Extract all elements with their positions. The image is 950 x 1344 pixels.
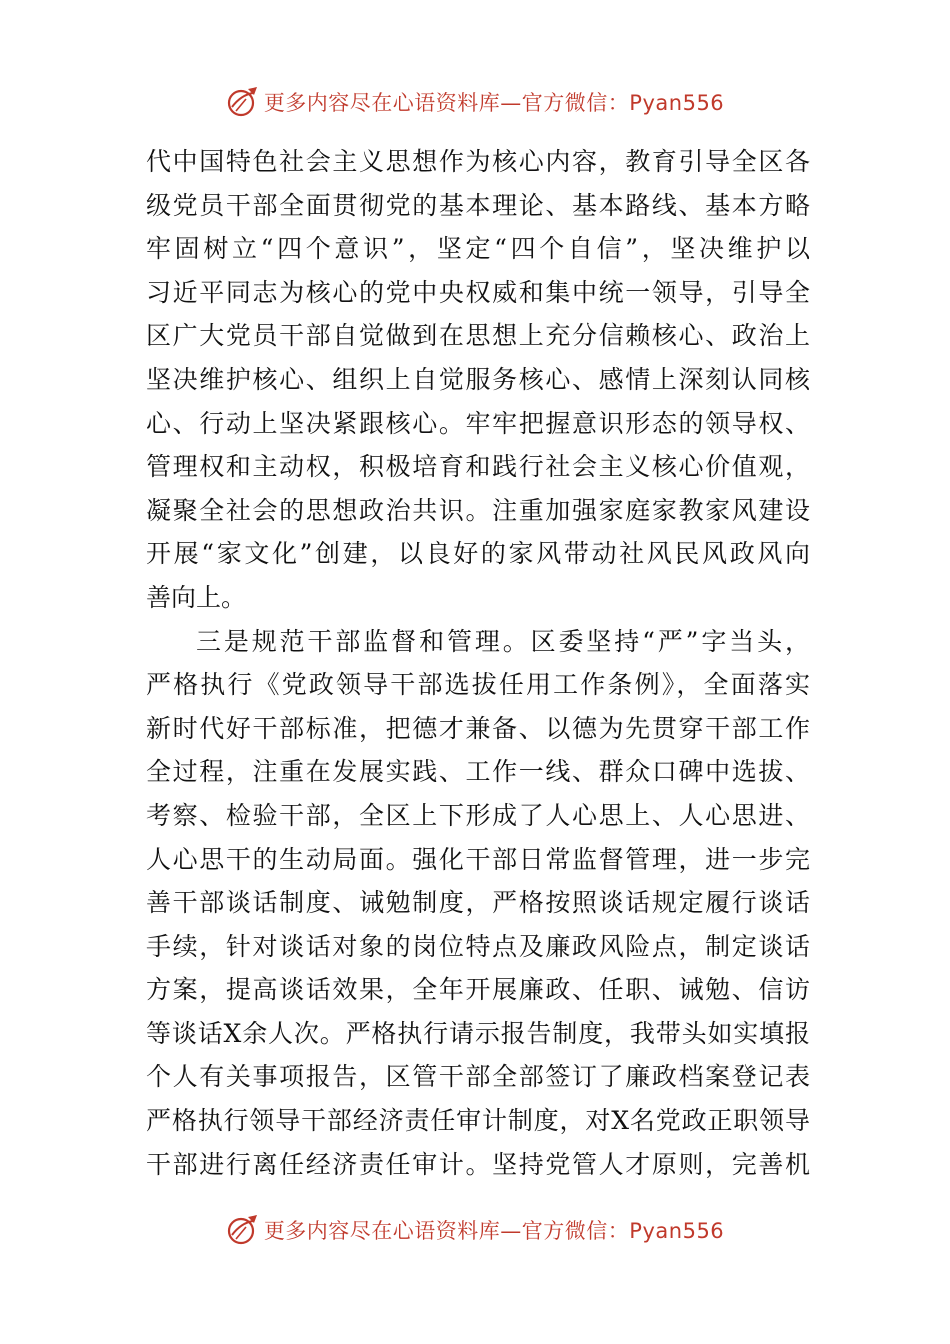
body-line: 心、行动上坚决紧跟核心。牢牢把握意识形态的领导权、 <box>146 408 810 438</box>
body-line: 手续，针对谈话对象的岗位特点及廉政风险点，制定谈话 <box>146 931 810 961</box>
header-banner <box>0 82 950 122</box>
body-line: 级党员干部全面贯彻党的基本理论、基本路线、基本方略 <box>146 190 810 220</box>
body-line: 坚决维护核心、组织上自觉服务核心、感情上深刻认同核 <box>146 364 810 394</box>
footer-banner-text: 更多内容尽在心语资料库—官方微信：Pyan556 <box>263 1219 725 1243</box>
body-line: 凝聚全社会的思想政治共识。注重加强家庭家教家风建设 <box>146 495 810 525</box>
body-line: 管理权和主动权，积极培育和践行社会主义核心价值观， <box>146 452 810 482</box>
body-line: 新时代好干部标准，把德才兼备、以德为先贯穿干部工作 <box>146 713 810 743</box>
body-line: 代中国特色社会主义思想作为核心内容，教育引导全区各 <box>146 147 810 176</box>
body-line: 严格执行领导干部经济责任审计制度，对X名党政正职领导 <box>146 1106 810 1136</box>
body-line: 习近平同志为核心的党中央权威和集中统一领导，引导全 <box>146 277 810 307</box>
body-line: 全过程，注重在发展实践、工作一线、群众口碑中选拔、 <box>146 757 810 787</box>
pen-seal-icon <box>226 1213 260 1247</box>
footer-banner <box>0 1210 950 1250</box>
header-banner-text: 更多内容尽在心语资料库—官方微信：Pyan556 <box>263 91 725 115</box>
document-body <box>146 140 810 1186</box>
body-line: 区广大党员干部自觉做到在思想上充分信赖核心、政治上 <box>146 321 810 351</box>
body-line: 善向上。 <box>146 582 247 612</box>
body-line: 人心思干的生动局面。强化干部日常监督管理，进一步完 <box>146 844 810 874</box>
body-line: 个人有关事项报告，区管干部全部签订了廉政档案登记表 <box>146 1062 810 1092</box>
body-line: 考察、检验干部，全区上下形成了人心思上、人心思进、 <box>146 800 810 830</box>
body-line: 牢固树立“四个意识”，坚定“四个自信”，坚决维护以 <box>146 234 810 264</box>
body-line: 严格执行《党政领导干部选拔任用工作条例》，全面落实 <box>146 670 810 700</box>
pen-seal-icon <box>226 85 260 119</box>
body-line: 干部进行离任经济责任审计。坚持党管人才原则，完善机 <box>146 1149 810 1179</box>
body-line: 开展“家文化”创建，以良好的家风带动社风民风政风向 <box>146 539 810 569</box>
body-line: 三是规范干部监督和管理。区委坚持“严”字当头， <box>196 626 810 656</box>
body-line: 等谈话X余人次。严格执行请示报告制度，我带头如实填报 <box>146 1018 810 1048</box>
body-line: 方案，提高谈话效果，全年开展廉政、任职、诫勉、信访 <box>146 975 810 1005</box>
body-line: 善干部谈话制度、诫勉制度，严格按照谈话规定履行谈话 <box>146 888 810 918</box>
